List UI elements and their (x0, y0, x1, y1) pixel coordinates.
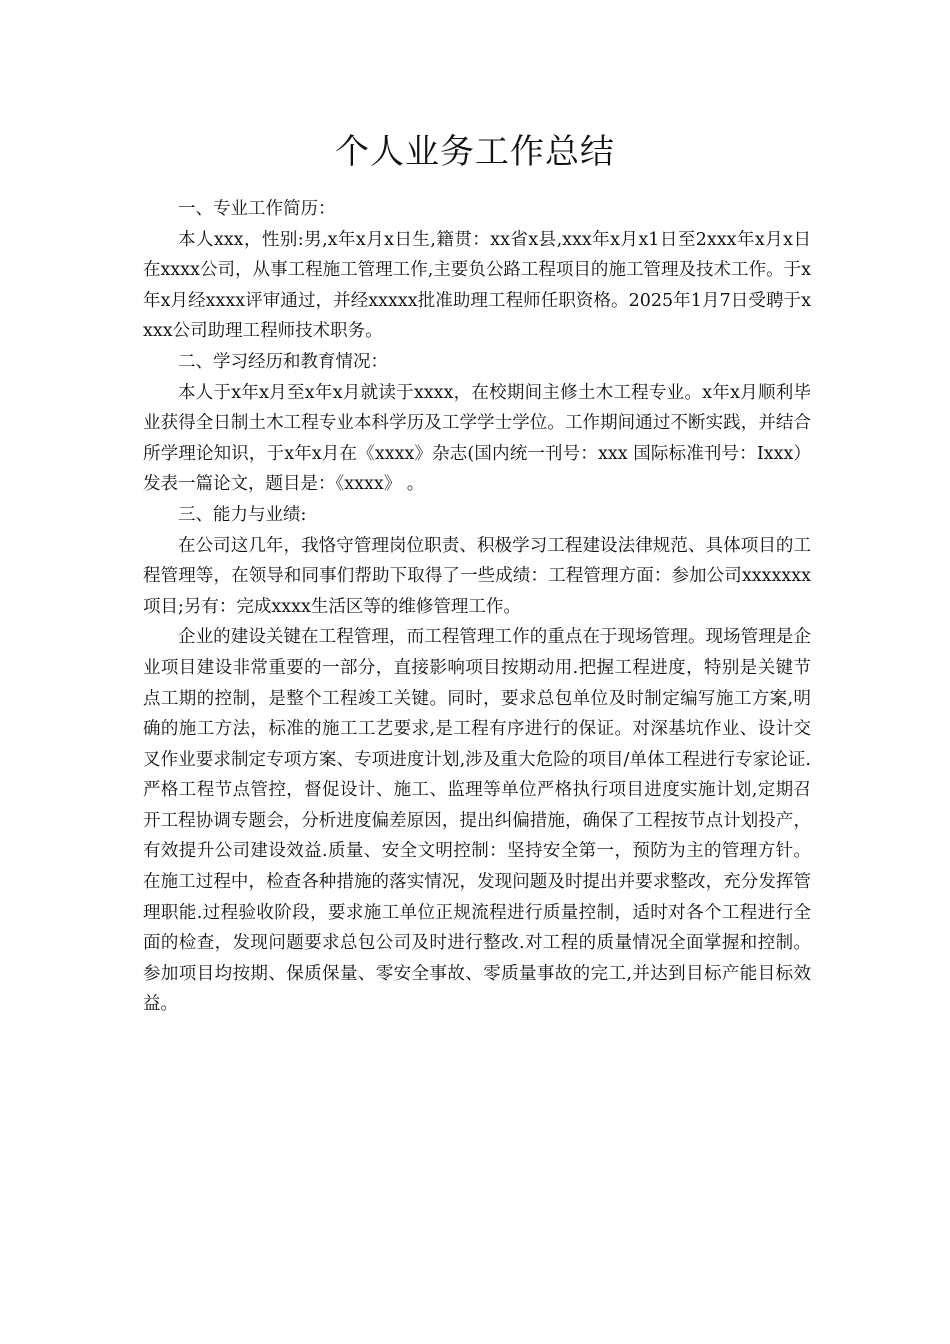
paragraph-education: 本人于x年x月至x年x月就读于xxxx，在校期间主修土木工程专业。x年x月顺利毕业获得全日制土木工程专业本科学历及工学学士学位。工作期间通过不断实践，并结合所学理论知识，于x年x月在《xxxx》杂志(国内统一刊号：xxx 国际标准刊号：Ixxx）发表一篇论文，题目是：《xxxx》 。 (143, 382, 811, 495)
paragraph-achievements-2: 企业的建设关键在工程管理，而工程管理工作的重点在于现场管理。现场管理是企业项目建设非常重要的一部分，直接影响项目按期动用.把握工程进度，特别是关键节点工期的控制，是整个工程竣工关键。同时，要求总包单位及时制定编写施工方案,明确的施工方法，标准的施工工艺要求,是工程有序进行的保证。对深基坑作业、设计交叉作业要求制定专项方案、专项进度计划,涉及重大危险的项目/单体工程进行专家论证.严格工程节点管控，督促设计、施工、监理等单位严格执行项目进度实施计划,定期召开工程协调专题会，分析进度偏差原因，提出纠偏措施，确保了工程按节点计划投产，有效提升公司建设效益.质量、安全文明控制：坚持安全第一，预防为主的管理方针。在施工过程中，检查各种措施的落实情况，发现问题及时提出并要求整改，充分发挥管理职能.过程验收阶段，要求施工单位正规流程进行质量控制，适时对各个工程进行全面的检查，发现问题要求总包公司及时进行整改.对工程的质量情况全面掌握和控制。参加项目均按期、保质保量、零安全事故、零质量事故的完工,并达到目标产能目标效益。 (143, 627, 811, 1015)
section-heading-resume: 一、专业工作简历： (178, 199, 336, 219)
document-title: 个人业务工作总结 (335, 132, 615, 172)
section-heading-achievements: 三、能力与业绩: (178, 504, 307, 525)
document-body (143, 194, 811, 1020)
paragraph-achievements-1: 在公司这几年，我恪守管理岗位职责、积极学习工程建设法律规范、具体项目的工程管理等，在领导和同事们帮助下取得了一些成绩：工程管理方面：参加公司xxxxxxx项目;另有：完成xxxx生活区等的维修管理工作。 (143, 535, 811, 617)
paragraph-resume: 本人xxx，性别:男,x年x月x日生,籍贯：xx省x县,xxx年x月x1日至2xxx年x月x日在xxxx公司，从事工程施工管理工作,主要负公路工程项目的施工管理及技术工作。于x年x月经xxxx评审通过，并经xxxxx批准助理工程师任职资格。2025年1月7日受聘于xxxx公司助理工程师技术职务。 (143, 229, 811, 342)
section-heading-education: 二、学习经历和教育情况： (178, 351, 388, 372)
